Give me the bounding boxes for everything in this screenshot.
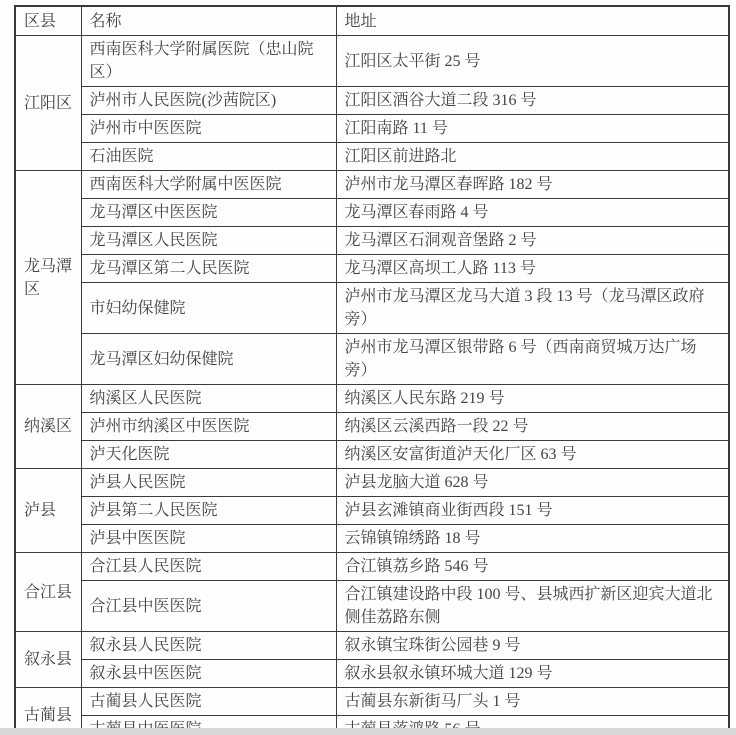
hospital-name-cell: 龙马潭区中医医院 xyxy=(81,199,336,227)
hospital-name-cell: 泸州市人民医院(沙茜院区) xyxy=(81,87,336,115)
district-cell: 合江县 xyxy=(15,553,81,632)
hospital-name-cell: 西南医科大学附属中医医院 xyxy=(81,171,336,199)
table-row xyxy=(15,87,729,115)
hospital-address-cell: 江阳南路 11 号 xyxy=(336,115,729,143)
district-cell: 龙马潭区 xyxy=(15,171,81,385)
hospital-address-cell: 叙永县叙永镇环城大道 129 号 xyxy=(336,660,729,688)
hospital-address-cell: 泸县玄滩镇商业街西段 151 号 xyxy=(336,497,729,525)
table-row xyxy=(15,660,729,688)
district-cell: 古蔺县 xyxy=(15,688,81,735)
hospital-address-cell: 龙马潭区石洞观音堡路 2 号 xyxy=(336,227,729,255)
table-row xyxy=(15,581,729,632)
hospital-name-cell: 龙马潭区人民医院 xyxy=(81,227,336,255)
hospital-name-cell: 泸县人民医院 xyxy=(81,469,336,497)
hospital-name-cell: 泸天化医院 xyxy=(81,441,336,469)
hospital-name-cell: 纳溪区人民医院 xyxy=(81,385,336,413)
header-address: 地址 xyxy=(336,6,729,36)
hospital-address-cell: 泸县龙脑大道 628 号 xyxy=(336,469,729,497)
district-cell: 叙永县 xyxy=(15,632,81,688)
table-row xyxy=(15,36,729,87)
hospital-address-cell: 江阳区前进路北 xyxy=(336,143,729,171)
table-row xyxy=(15,469,729,497)
hospital-address-cell: 合江镇建设路中段 100 号、县城西扩新区迎宾大道北侧佳荔路东侧 xyxy=(336,581,729,632)
bottom-strip xyxy=(0,728,736,735)
hospital-name-cell: 合江县人民医院 xyxy=(81,553,336,581)
hospital-name-cell: 石油医院 xyxy=(81,143,336,171)
table-row xyxy=(15,553,729,581)
hospital-address-cell: 叙永镇宝珠街公园巷 9 号 xyxy=(336,632,729,660)
hospital-name-cell: 西南医科大学附属医院（忠山院区） xyxy=(81,36,336,87)
table-row xyxy=(15,688,729,716)
table-row xyxy=(15,199,729,227)
table-row xyxy=(15,334,729,385)
district-cell: 泸县 xyxy=(15,469,81,553)
table-row xyxy=(15,385,729,413)
table-row xyxy=(15,632,729,660)
hospital-name-cell: 古蔺县人民医院 xyxy=(81,688,336,716)
hospital-address-cell: 古蔺县东新街马厂头 1 号 xyxy=(336,688,729,716)
district-cell: 江阳区 xyxy=(15,36,81,171)
table-row xyxy=(15,283,729,334)
hospital-name-cell: 合江县中医医院 xyxy=(81,581,336,632)
hospital-name-cell: 叙永县中医医院 xyxy=(81,660,336,688)
hospital-address-cell: 合江镇荔乡路 546 号 xyxy=(336,553,729,581)
hospital-name-cell: 泸县第二人民医院 xyxy=(81,497,336,525)
hospital-address-cell: 龙马潭区高坝工人路 113 号 xyxy=(336,255,729,283)
table-row xyxy=(15,227,729,255)
hospital-name-cell: 市妇幼保健院 xyxy=(81,283,336,334)
hospital-table xyxy=(14,5,730,735)
table-body xyxy=(15,36,729,735)
table-row xyxy=(15,441,729,469)
hospital-address-cell: 纳溪区云溪西路一段 22 号 xyxy=(336,413,729,441)
hospital-address-cell: 泸州市龙马潭区春晖路 182 号 xyxy=(336,171,729,199)
hospital-name-cell: 龙马潭区第二人民医院 xyxy=(81,255,336,283)
hospital-name-cell: 泸州市中医医院 xyxy=(81,115,336,143)
header-row xyxy=(15,6,729,36)
hospital-name-cell: 泸县中医医院 xyxy=(81,525,336,553)
hospital-address-cell: 江阳区太平街 25 号 xyxy=(336,36,729,87)
hospital-address-cell: 龙马潭区春雨路 4 号 xyxy=(336,199,729,227)
hospital-address-cell: 纳溪区人民东路 219 号 xyxy=(336,385,729,413)
hospital-address-cell: 泸州市龙马潭区银带路 6 号（西南商贸城万达广场旁） xyxy=(336,334,729,385)
table-row xyxy=(15,413,729,441)
header-district: 区县 xyxy=(15,6,81,36)
hospital-address-cell: 云锦镇锦绣路 18 号 xyxy=(336,525,729,553)
hospital-name-cell: 泸州市纳溪区中医医院 xyxy=(81,413,336,441)
table-row xyxy=(15,525,729,553)
hospital-address-cell: 纳溪区安富街道泸天化厂区 63 号 xyxy=(336,441,729,469)
table-row xyxy=(15,171,729,199)
header-name: 名称 xyxy=(81,6,336,36)
hospital-address-cell: 泸州市龙马潭区龙马大道 3 段 13 号（龙马潭区政府旁） xyxy=(336,283,729,334)
table-row xyxy=(15,255,729,283)
hospital-name-cell: 叙永县人民医院 xyxy=(81,632,336,660)
table-row xyxy=(15,143,729,171)
table-row xyxy=(15,497,729,525)
district-cell: 纳溪区 xyxy=(15,385,81,469)
table-row xyxy=(15,115,729,143)
hospital-name-cell: 龙马潭区妇幼保健院 xyxy=(81,334,336,385)
hospital-address-cell: 江阳区酒谷大道二段 316 号 xyxy=(336,87,729,115)
